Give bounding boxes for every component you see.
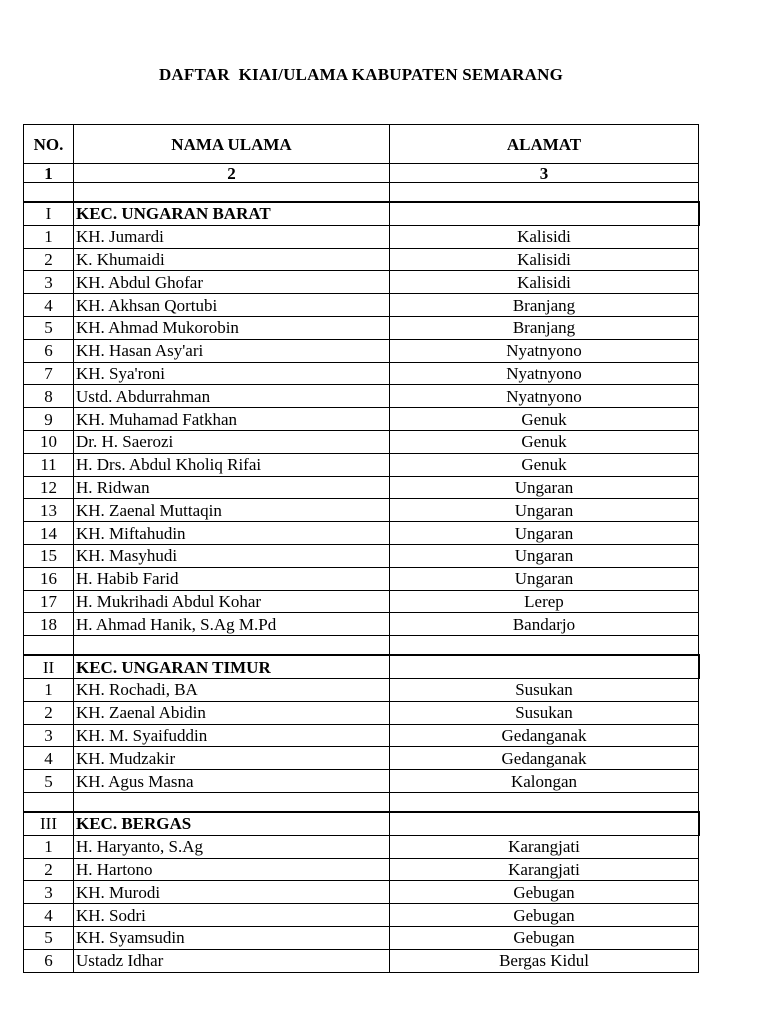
row-number: 9 (24, 408, 74, 431)
table-row (24, 835, 699, 858)
empty-cell (390, 202, 699, 225)
table-row (24, 949, 699, 972)
ulama-name: K. Khumaidi (74, 248, 390, 271)
ulama-address: Ungaran (390, 544, 699, 567)
header-alamat: ALAMAT (390, 125, 699, 164)
ulama-name: KH. Rochadi, BA (74, 678, 390, 701)
ulama-name: H. Ahmad Hanik, S.Ag M.Pd (74, 613, 390, 636)
header-number: 1 (24, 164, 74, 183)
header-row (24, 125, 699, 164)
row-number: 6 (24, 339, 74, 362)
ulama-name: KH. Agus Masna (74, 770, 390, 793)
table-row (24, 271, 699, 294)
table-row (24, 881, 699, 904)
row-number: 18 (24, 613, 74, 636)
ulama-name: KH. Hasan Asy'ari (74, 339, 390, 362)
ulama-address: Gebugan (390, 904, 699, 927)
blank-row (24, 792, 699, 812)
row-number: 15 (24, 544, 74, 567)
ulama-name: KH. Mudzakir (74, 747, 390, 770)
row-number: 4 (24, 747, 74, 770)
ulama-name: KH. Masyhudi (74, 544, 390, 567)
ulama-address: Kalisidi (390, 248, 699, 271)
ulama-address: Karangjati (390, 858, 699, 881)
row-number: 4 (24, 294, 74, 317)
ulama-name: KH. Zaenal Abidin (74, 701, 390, 724)
row-number: 4 (24, 904, 74, 927)
row-number: 7 (24, 362, 74, 385)
row-number: 5 (24, 770, 74, 793)
row-number: 8 (24, 385, 74, 408)
table-row (24, 408, 699, 431)
empty-cell (24, 792, 74, 812)
row-number: 11 (24, 453, 74, 476)
row-number: 2 (24, 858, 74, 881)
row-number: 3 (24, 271, 74, 294)
table-row (24, 339, 699, 362)
row-number: 14 (24, 522, 74, 545)
ulama-address: Ungaran (390, 476, 699, 499)
table-row (24, 567, 699, 590)
table-row (24, 613, 699, 636)
table-row (24, 248, 699, 271)
ulama-name: H. Haryanto, S.Ag (74, 835, 390, 858)
header-number: 2 (74, 164, 390, 183)
empty-cell (74, 636, 390, 656)
table-body (24, 183, 699, 973)
table-row (24, 225, 699, 248)
blank-row (24, 183, 699, 203)
ulama-name: Dr. H. Saerozi (74, 430, 390, 453)
ulama-name: H. Ridwan (74, 476, 390, 499)
empty-cell (390, 792, 699, 812)
ulama-address: Gedanganak (390, 747, 699, 770)
ulama-address: Kalisidi (390, 271, 699, 294)
empty-cell (74, 183, 390, 203)
ulama-name: H. Drs. Abdul Kholiq Rifai (74, 453, 390, 476)
ulama-name: KH. Murodi (74, 881, 390, 904)
ulama-name: Ustadz Idhar (74, 949, 390, 972)
ulama-address: Bandarjo (390, 613, 699, 636)
ulama-address: Genuk (390, 453, 699, 476)
ulama-address: Gedanganak (390, 724, 699, 747)
header-number-row (24, 164, 699, 183)
ulama-name: KH. Ahmad Mukorobin (74, 316, 390, 339)
row-number: 5 (24, 316, 74, 339)
ulama-name: H. Hartono (74, 858, 390, 881)
table-row (24, 678, 699, 701)
ulama-name: H. Habib Farid (74, 567, 390, 590)
empty-cell (74, 792, 390, 812)
header-number: 3 (390, 164, 699, 183)
ulama-name: KH. Akhsan Qortubi (74, 294, 390, 317)
ulama-name: H. Mukrihadi Abdul Kohar (74, 590, 390, 613)
ulama-address: Nyatnyono (390, 362, 699, 385)
row-number: 1 (24, 835, 74, 858)
header-nama-ulama: NAMA ULAMA (74, 125, 390, 164)
row-number: 2 (24, 701, 74, 724)
table-row (24, 294, 699, 317)
ulama-name: KH. Syamsudin (74, 926, 390, 949)
table-row (24, 430, 699, 453)
table-row (24, 701, 699, 724)
section-row (24, 202, 699, 225)
ulama-address: Branjang (390, 316, 699, 339)
empty-cell (390, 183, 699, 203)
row-number: 3 (24, 881, 74, 904)
section-name: KEC. BERGAS (74, 812, 390, 835)
ulama-address: Lerep (390, 590, 699, 613)
table-row (24, 362, 699, 385)
ulama-name: KH. Sodri (74, 904, 390, 927)
ulama-name: KH. Miftahudin (74, 522, 390, 545)
row-number: 13 (24, 499, 74, 522)
empty-cell (390, 636, 699, 656)
ulama-name: Ustd. Abdurrahman (74, 385, 390, 408)
ulama-table (23, 124, 700, 973)
section-numeral: II (24, 655, 74, 678)
ulama-name: KH. Jumardi (74, 225, 390, 248)
section-numeral: I (24, 202, 74, 225)
ulama-name: KH. Abdul Ghofar (74, 271, 390, 294)
row-number: 12 (24, 476, 74, 499)
blank-row (24, 636, 699, 656)
table-row (24, 590, 699, 613)
table-row (24, 544, 699, 567)
ulama-address: Nyatnyono (390, 385, 699, 408)
ulama-address: Bergas Kidul (390, 949, 699, 972)
ulama-address: Kalongan (390, 770, 699, 793)
table-row (24, 747, 699, 770)
ulama-address: Nyatnyono (390, 339, 699, 362)
row-number: 10 (24, 430, 74, 453)
section-numeral: III (24, 812, 74, 835)
row-number: 17 (24, 590, 74, 613)
ulama-address: Karangjati (390, 835, 699, 858)
ulama-name: KH. M. Syaifuddin (74, 724, 390, 747)
ulama-address: Gebugan (390, 881, 699, 904)
table-row (24, 770, 699, 793)
table-row (24, 522, 699, 545)
table-row (24, 453, 699, 476)
row-number: 3 (24, 724, 74, 747)
table-row (24, 476, 699, 499)
ulama-address: Genuk (390, 408, 699, 431)
section-row (24, 655, 699, 678)
empty-cell (390, 655, 699, 678)
row-number: 1 (24, 678, 74, 701)
ulama-address: Gebugan (390, 926, 699, 949)
ulama-address: Kalisidi (390, 225, 699, 248)
section-name: KEC. UNGARAN TIMUR (74, 655, 390, 678)
table-row (24, 499, 699, 522)
ulama-name: KH. Sya'roni (74, 362, 390, 385)
ulama-name: KH. Muhamad Fatkhan (74, 408, 390, 431)
row-number: 6 (24, 949, 74, 972)
ulama-address: Genuk (390, 430, 699, 453)
empty-cell (24, 636, 74, 656)
ulama-address: Ungaran (390, 522, 699, 545)
ulama-address: Ungaran (390, 567, 699, 590)
row-number: 1 (24, 225, 74, 248)
ulama-address: Susukan (390, 701, 699, 724)
row-number: 5 (24, 926, 74, 949)
table-row (24, 316, 699, 339)
section-row (24, 812, 699, 835)
table-row (24, 904, 699, 927)
table-row (24, 385, 699, 408)
ulama-address: Susukan (390, 678, 699, 701)
ulama-name: KH. Zaenal Muttaqin (74, 499, 390, 522)
table-row (24, 724, 699, 747)
section-name: KEC. UNGARAN BARAT (74, 202, 390, 225)
table-row (24, 858, 699, 881)
table-row (24, 926, 699, 949)
empty-cell (390, 812, 699, 835)
ulama-address: Ungaran (390, 499, 699, 522)
header-no: NO. (24, 125, 74, 164)
ulama-address: Branjang (390, 294, 699, 317)
row-number: 16 (24, 567, 74, 590)
row-number: 2 (24, 248, 74, 271)
document-title: DAFTAR KIAI/ULAMA KABUPATEN SEMARANG (158, 65, 564, 84)
empty-cell (24, 183, 74, 203)
